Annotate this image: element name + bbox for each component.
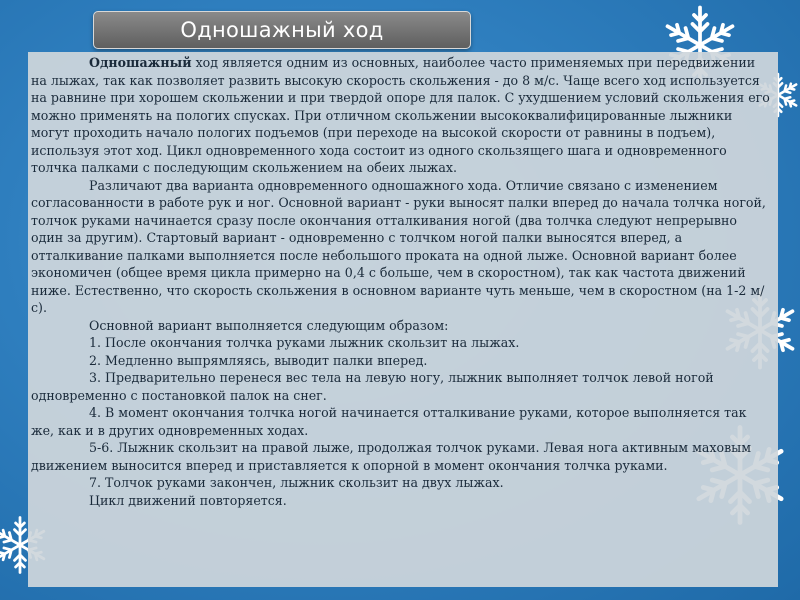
paragraph	[31, 177, 773, 317]
page-title: Одношажный ход	[180, 18, 384, 42]
paragraph	[31, 492, 773, 510]
paragraph-text: Цикл движений повторяется.	[89, 492, 287, 508]
paragraph-text: Основной вариант выполняется следующим образом:	[89, 317, 449, 333]
paragraph-text: 5-6. Лыжник скользит на правой лыже, продолжая толчок руками. Левая нога активным маховым движением выносится вперед и приставляется к опорной в момент окончания толчка руками.	[31, 440, 752, 473]
paragraph-text: ход является одним из основных, наиболее часто применяемых при передвижении на лыжах, так как позволяет развить высокую скорость скольжения - до 8 м/с. Чаще всего ход используется на равнине при хорошем скольжении и при твердой опоре для палок. С ухудшением условий скольжения его можно применять на пологих спусках. При отличном скольжении высококвалифицированные лыжники могут проходить начало пологих подъемов (при переходе на высокой скорости от равнины в подъем), используя этот ход. Цикл одновременного хода состоит из одного скользящего шага и одновременного толчка палками с последующим скольжением на обеих лыжах.	[31, 55, 770, 175]
list-item	[31, 474, 773, 492]
paragraph-text: 4. В момент окончания толчка ногой начинается отталкивание руками, которое выполняется так же, как и в других одновременных ходах.	[31, 405, 747, 438]
paragraph-text: 2. Медленно выпрямляясь, выводит палки вперед.	[89, 352, 428, 368]
list-item	[31, 439, 773, 474]
paragraph	[31, 317, 773, 335]
paragraph-text: 7. Толчок руками закончен, лыжник скользит на двух лыжах.	[89, 475, 504, 490]
title-box	[93, 11, 471, 49]
list-item	[31, 369, 773, 404]
paragraph-text: 3. Предварительно перенеся вес тела на левую ногу, лыжник выполняет толчок левой ногой одновременно с постановкой палок на снег.	[31, 370, 714, 403]
paragraph-text: 1. После окончания толчка руками лыжник скользит на лыжах.	[89, 335, 520, 350]
text-panel	[28, 52, 778, 587]
list-item	[31, 404, 773, 439]
bold-term: Одношажный	[89, 55, 192, 70]
paragraph-text: Различают два варианта одновременного одношажного хода. Отличие связано с изменением согласованности в работе рук и ног. Основной вариант - руки выносят палки вперед до начала толчка ногой, толчок руками начинается сразу после окончания отталкивания ногой (два толчка следуют непрерывно один за другим). Стартовый вариант - одновременно с толчком ногой палки выносятся вперед, а отталкивание палками выполняется после небольшого проката на одной лыже. Основной вариант более экономичен (общее время цикла примерно на 0,4 с больше, чем в скоростном), так как частота движений ниже. Естественно, что скорость скольжения в основном варианте чуть меньше, чем в скоростном (на 1-2 м/с).	[31, 177, 766, 315]
list-item	[31, 334, 773, 352]
list-item	[31, 352, 773, 370]
paragraph	[31, 54, 773, 177]
